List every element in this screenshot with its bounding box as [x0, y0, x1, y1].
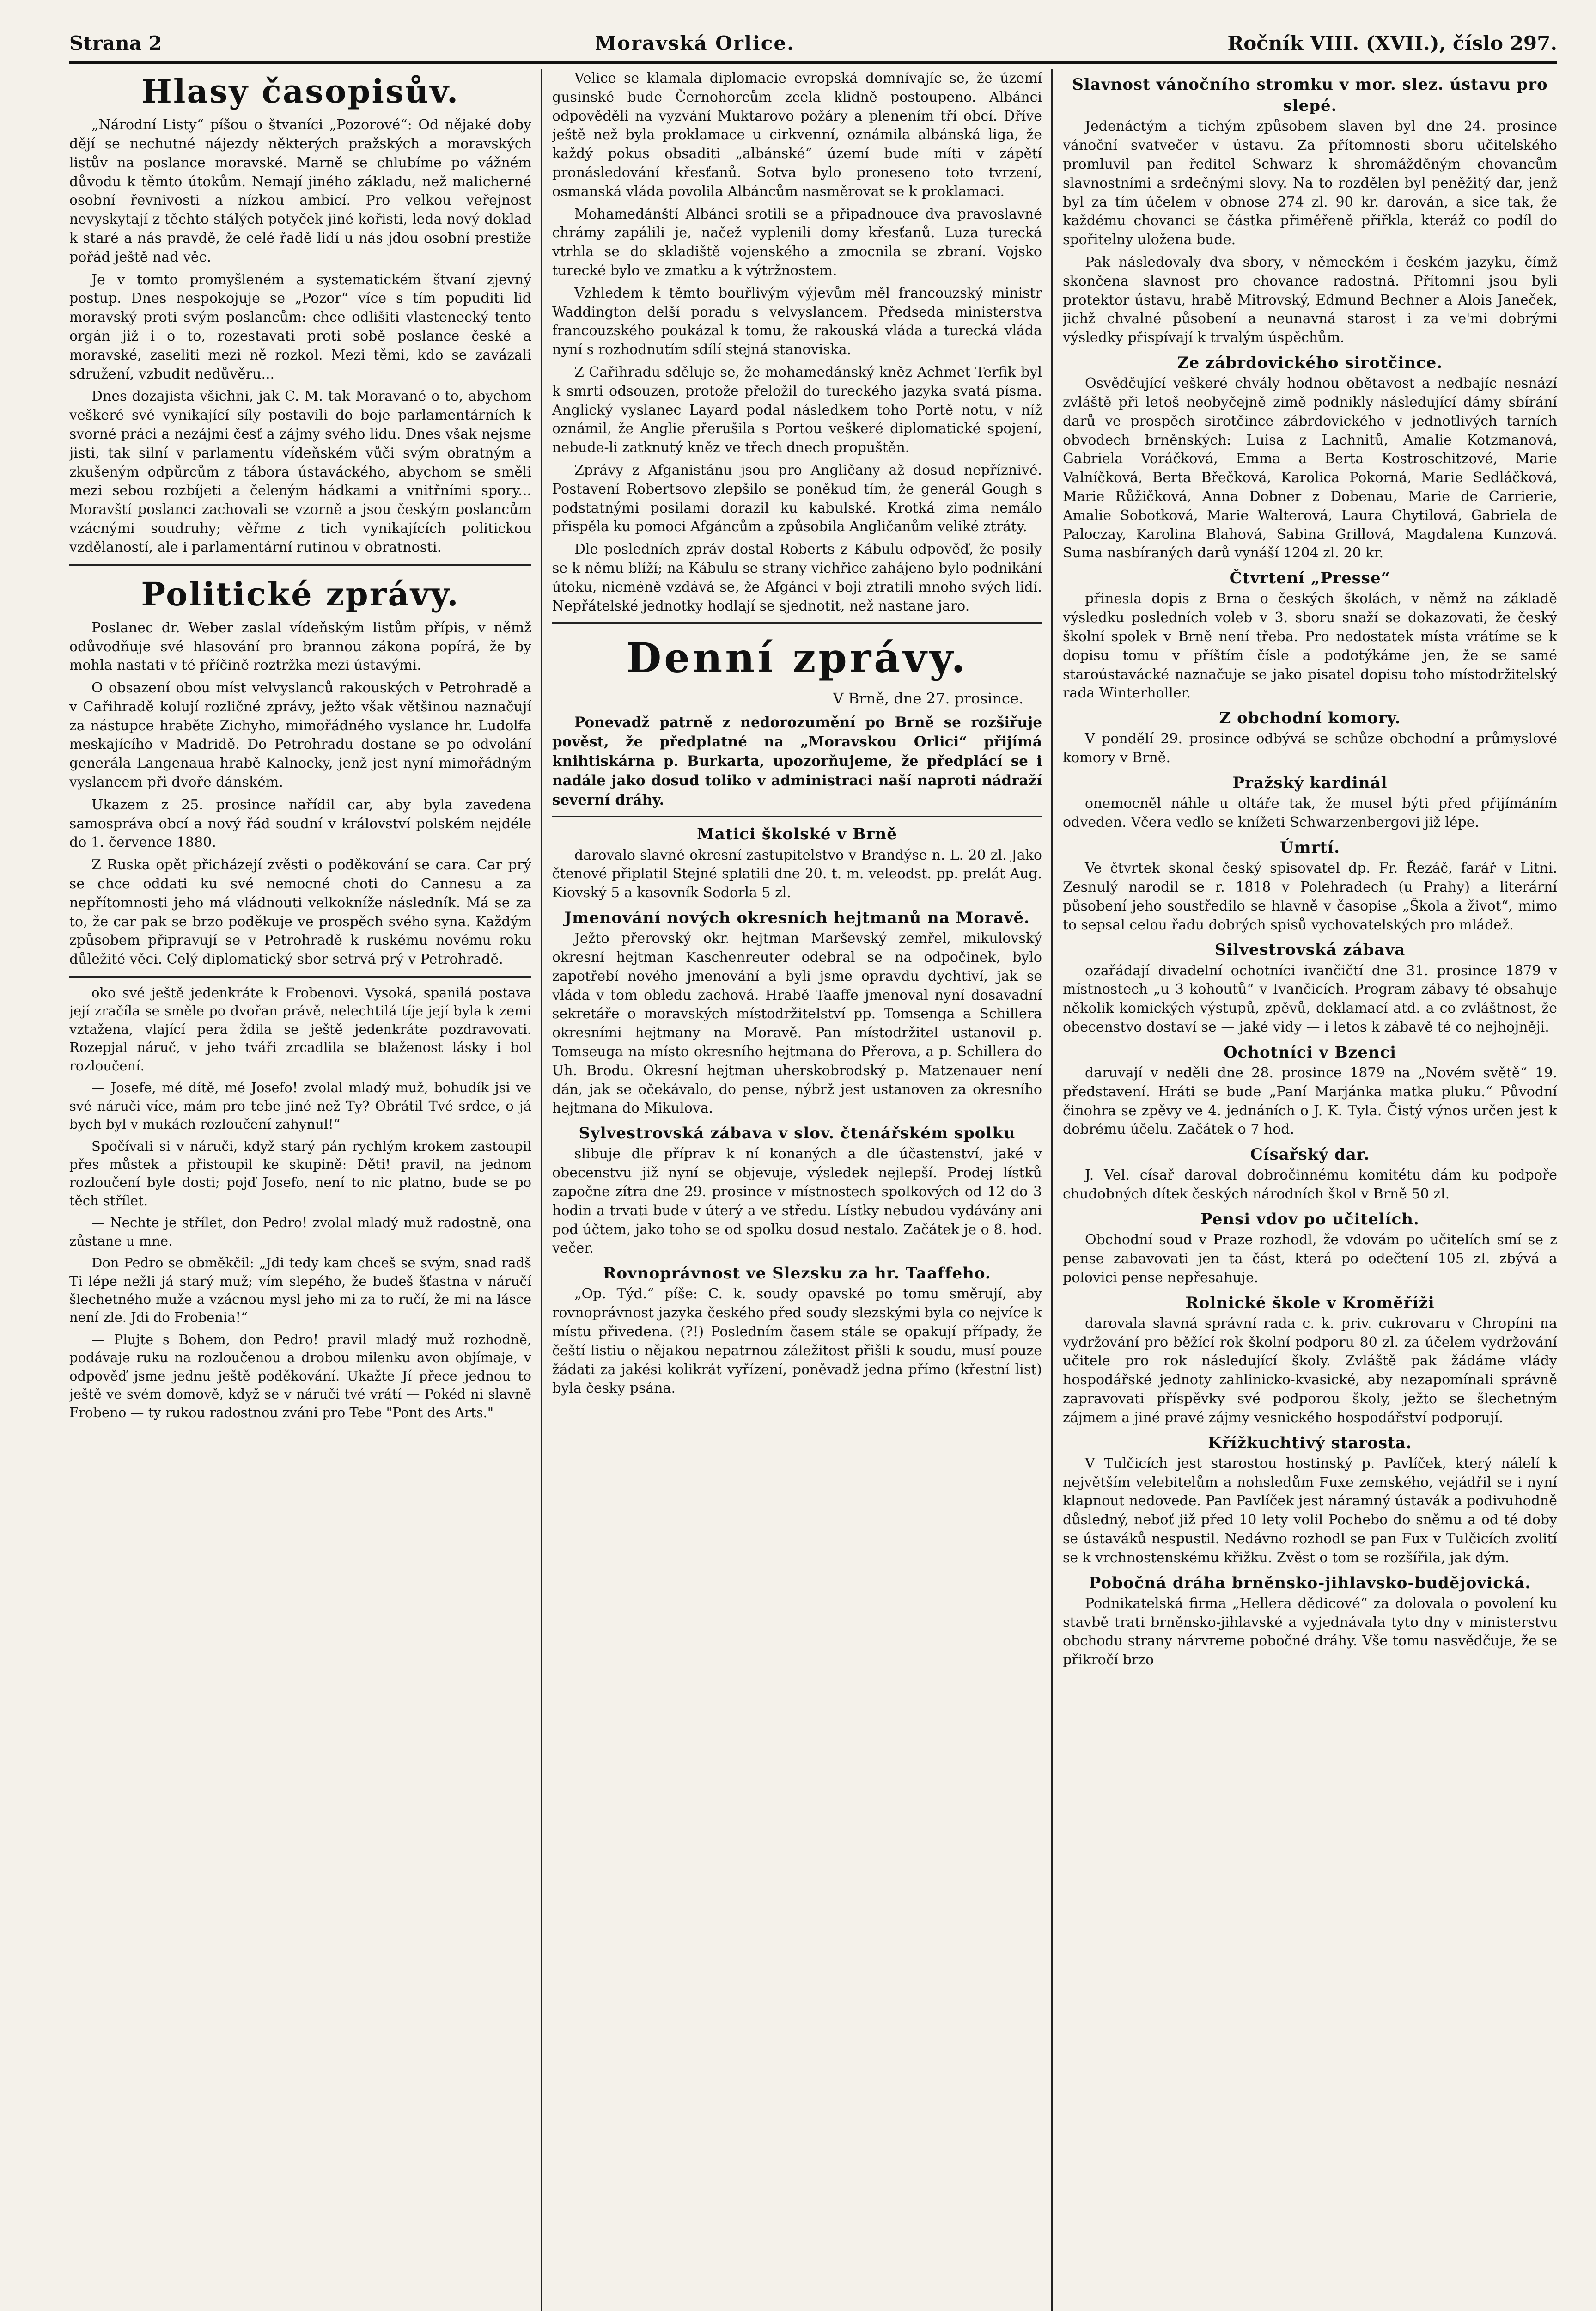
article-paragraph: „Národní Listy“ píšou o štvaníci „Pozorové“: Od nějaké doby dějí se nechutné nájezdy některých pražských a moravských listův na poslance moravské. Marně se chlubíme po vážném důvodu k těmto útokům. Nemají jiného základu, než malicherné osobní řevnivosti a nízkou ambicí. Pro velkou veřejnost nevyskytají z těchto stálých potyček jiné kořisti, leda nový doklad k staré a nás pravdě, že celé řadě lidí u nás jdou osobní prestiže pořád ještě nad věc. — [69, 117, 531, 265]
section-title-hlasy: Hlasy časopisův. — [141, 72, 460, 110]
feuilleton-paragraph: — Plujte s Bohem, don Pedro! pravil mladý muž rozhodně, podávaje ruku na rozloučenou a drobou milenku avon objímaje, v odpověď jsme jednu ještě poděkování. Ukažte Jí přece jednou to ještě ve svém domově, když se v náruči tvé vrátí — Pokéd ni slavně Frobeno — ty rukou radostnou zváni pro Tebe "Pont des Arts." — [69, 1331, 531, 1420]
article-paragraph: „Op. Týd.“ píše: C. k. soudy opavské po tomu směrují, aby rovnoprávnost jazyka českého před soudy slezskými byla co nejvíce k místu přivedena. (?!) Posledním časem stále se opakují případy, že čeští listiu o nějakou nepatrnou záležitost přišli k soudu, musí pouze žádati za jakési kolikrát vyřízení, poněvadž jedna přímo (křestní list) byla česky psána. — [552, 1286, 1042, 1397]
headline: Slavnost vánočního stromku v mor. slez. ústavu pro slepé. — [1072, 75, 1548, 116]
feuilleton-paragraph: Spočívali si v náruči, když starý pán rychlým krokem zastoupil přes můstek a přistoupil ke skupině: Děti! pravil, na jednom rozloučení byle dosti; pojď Josefo, není to nic platno, bude se po těch střílet. — [69, 1138, 531, 1209]
article-paragraph: V Tulčicích jest starostou hostinský p. Pavlíček, který nálelí k největším velebitelům a nohsledům Fuxe zemského, vejádřil se i nyní klapnout nedovede. Pan Pavlíček jest náramný ústavák a podivuhodně důsledný, neboť již před 10 lety volil Pochebo do sněmu a od té doby se ústaváků nespustil. Nedávno rozhodl se pan Fux v Tulčicích zvolití se k vrchnostenskému křižku. Zvěst o tom se rozšířila, jak dým. — [1063, 1455, 1557, 1566]
article-paragraph: Ježto přerovský okr. hejtman Marševský zemřel, mikulovský okresní hejtman Kaschenreuter odebral se na odpočinek, bylo zapotřebí nového jmenování a byli jsme opravdu dychtiví, jak se vláda v tom obledu zachová. Hrabě Taaffe jmenoval nyní dosavadní sekretáře o moravských místodržitelství pp. Tomsenga a Schillera okresními hejtmany na Moravě. Pan místodržitel ustanovil p. Tomseuga na místo okresního hejtmana do Přerova, a p. Schillera do Uh. Brodu. Okresní hejtman uherskobrodský p. Matzenauer není dán, jak se očekávalo, do pense, nýbrž jest ustanoven za okresního hejtmana do Mikulova. — [552, 930, 1042, 1117]
article-paragraph: J. Vel. císař daroval dobročinnému komitétu dám ku podpoře chudobných dítek českých národních škol v Brně 50 zl. — [1063, 1167, 1557, 1203]
section-rule — [69, 564, 531, 566]
subscription-notice: Ponevadž patrně z nedorozumění po Brně se rozšiřuje pověst, že předplatné na „Moravskou Orlici“ přijímá knihtiskárna p. Burkarta, upozorňujeme, že předplácí se i nadále jako dosud toliko v administraci naší naproti nádraží severní dráhy. — [552, 714, 1042, 809]
running-header — [69, 18, 1557, 55]
section-title-politicke: Politické zprávy. — [141, 575, 460, 613]
article-paragraph: Jedenáctým a tichým způsobem slaven byl dne 24. prosince vánoční svatvečer v ústavu. Za přítomnosti sboru učitelského promluvil pan ředitel Schwarz k shromážděným chovancům slavnostními a srdečnými slovy. Na to rozdělen byl peněžitý dar, jenž byl za tím účelem v obnose 274 zl. 90 kr. darován, a sice tak, že každému chovanci se částka přiměřeně přiřkla, kteráž co podíl do spořitelny uložena bude. — [1063, 118, 1557, 248]
feuilleton-rule — [69, 976, 531, 978]
headline: Pražský kardinál — [1232, 774, 1388, 793]
article-paragraph: Podnikatelská firma „Hellera dědicové“ za dolovala o povolení ku stavbě trati brněnsko-jihlavské a vyjednávala tyto dny v ministerstvu obchodu strany nárvreme pobočné dráhy. Vše tomu nasvědčuje, že se přikročí brzo — [1063, 1595, 1557, 1669]
article-paragraph: Osvědčující veškeré chvály hodnou obětavost a nedbajíc nesnází zvláště při letoš neobyčejně zimě podnikly následující dámy sbírání darů ve prospěch sirotčince zábrdovického v jednotlivých tarních obvodech brněnských: Luisa z Lachnitů, Amalie Kotzmanová, Gabriela Voráčková, Emma a Berta Kostroschitzové, Marie Valníčková, Berta Břečková, Karolica Pokorná, Marie Sedláčková, Marie Růžičková, Anna Dobner z Dobenau, Marie de Carrierie, Amalie Sobotková, Marie Walterová, Laura Chytilová, Gabriela de Paloczay, Karolina Blahová, Sabina Grillová, Magdalena Kunzová. Suma nasbíraných darů vynáší 1204 zl. 20 kr. — [1063, 375, 1557, 562]
headline: Silvestrovská zábava — [1214, 941, 1406, 960]
article-paragraph: V pondělí 29. prosince odbývá se schůze obchodní a průmyslové komory v Brně. — [1063, 731, 1557, 766]
article-paragraph: daruvají v neděli dne 28. prosince 1879 na „Novém světě“ 19. představení. Hráti se bude „Paní Marjánka matka pluku.“ Původní činohra se zpěvy ve 4. jednáních o J. K. Tyla. Čistý výnos určen jest k dobrému účelu. Začátek o 7 hod. — [1063, 1064, 1557, 1138]
article-paragraph: Poslanec dr. Weber zaslal vídeňským listům přípis, v němž odůvodňuje své hlasování pro brannou zákona popírá, že by mohla nastati v té příčině roztržka mezi ústavými. — [69, 619, 531, 674]
column-1 — [69, 69, 531, 2311]
newspaper-page — [69, 18, 1557, 2311]
article-paragraph: Je v tomto promyšleném a systematickém štvaní zjevný postup. Dnes nespokojuje se „Pozor“ více s tím popuditi lid moravský proti svým poslancům: chce odlišiti vlastenecký tento orgán již i o to, rozestavati proti sobě poslance české a moravské, zaseliti mezi ně rozkol. Mezi těmi, kdo se zavázali sdružení, vzbudit nedůvěru... — [69, 271, 531, 382]
article-paragraph: Zprávy z Afganistánu jsou pro Angličany až dosud nepříznivé. Postavení Robertsovo zlepšilo se poněkud tím, že generál Gough s podstatnými posilami dorazil ku kabulské. Krotká zima nemálo přispěla ku pomoci Afgáncům a způsobila Angličanům veliké ztráty. — [552, 462, 1042, 535]
article-paragraph: darovalo slavné okresní zastupitelstvo v Brandýse n. L. 20 zl. Jako čtenové připlatil Stejné splatili dne 20. t. m. veleodst. pp. prelát Aug. Kiovský 5 a kasovník Sodorla 5 zl. — [552, 847, 1042, 901]
feuilleton-paragraph: — Josefe, mé dítě, mé Josefo! zvolal mladý muž, bohudík jsi ve své náruči více, mám pro tebe jiné než Ty? Obrátil Tvé srdce, o já bych byl v mukách rozloučení zahynul!“ — [69, 1080, 531, 1132]
section-rule — [552, 622, 1042, 624]
headline: Křížkuchtivý starosta. — [1208, 1433, 1412, 1452]
headline: Rolnické škole v Kroměříži — [1185, 1293, 1435, 1312]
headline: Sylvestrovská zábava v slov. čtenářském spolku — [579, 1124, 1016, 1143]
article-paragraph: ozařádají divadelní ochotníci ivančičtí dne 31. prosince 1879 v místnostech „u 3 kohoutů“ v Ivančicích. Program zábavy té obsahuje několik komických výstupů, zpěvů, deklamací atd. a co zvláštnost, že obecenstvo dostaví se — jaké vidy — i letos k zábavě té co nejhojněji. — [1063, 962, 1557, 1035]
feuilleton — [69, 984, 531, 1422]
article-paragraph: přinesla dopis z Brna o českých školách, v němž na základě výsledku posledních voleb v 3. sboru snaží se dokazovati, že český školní spolek v Brně není třeba. Pro nedostatek místa vrátíme se k dopisu tomu v příštím čísle a podotýkáme jen, že se samé staroústavácké naznačuje se jako pisatel dopisu toho místodržitelský rada Winterholler. — [1063, 591, 1557, 702]
headline: Císařský dar. — [1250, 1145, 1370, 1164]
notice-rule — [552, 816, 1042, 817]
headline: Pensi vdov po učitelích. — [1200, 1210, 1419, 1229]
article-paragraph: slibuje dle příprav k ní konaných a dle účastenství, jaké v obecenstvu již nyní se objevuje, výsledek nejlepší. Prodej lístků započne zítra dne 29. prosince v místnostech spolkových od 12 do 3 hodin a trvati bude v úterý a ve středu. Lístky nebudou vydávány ani pod účtem, jako toho se od spolku dosud nestalo. Začátek je o 8. hod. večer. — [552, 1146, 1042, 1257]
feuilleton-paragraph: Don Pedro se obměkčil: „Jdi tedy kam chceš se svým, snad radš Ti lépe nežli já starý muž; vím slepého, že budeš šťastna v náručí šlechetného muže a vzácnou mysl jeho mi za to ručí, že mi na lásce není zle. Jdi do Frobenia!“ — [69, 1255, 531, 1326]
header-rule — [69, 61, 1557, 64]
issue-number: Ročník VIII. (XVII.), číslo 297. — [1227, 32, 1557, 55]
page-number: Strana 2 — [69, 32, 162, 55]
headline: Z obchodní komory. — [1219, 709, 1401, 728]
feuilleton-paragraph: — Nechte je střílet, don Pedro! zvolal mladý muž radostně, ona zůstane u mne. — [69, 1215, 531, 1249]
article-paragraph: Dnes dozajista všichni, jak C. M. tak Moravané o to, abychom veškeré své vynikající síly postavili do boje parlamentárních k svorné práci a nezájmi česť a zájmy svého lidu. Dnes však nejsme jisti, tak silní v parlamentu vídeňském vůči svým obratným a zkušeným odpůrcům z tábora ústaváckého, abychom se směli mezi sebou rozbíjeti a čeleným hádkami a vnitřními spory... Moravští poslanci zachovali se vzorně a jsou českým poslancům vzácnými soudruhy; věřme z tich vynikajících politickou vzdělaností, ale i parlamentární rutinou v obratnosti. — [69, 388, 531, 556]
column-divider — [1051, 69, 1053, 2311]
headline: Jmenování nových okresních hejtmanů na Moravě. — [564, 908, 1030, 927]
headline: Ze zábrdovického sirotčince. — [1177, 354, 1443, 373]
article-paragraph: darovala slavná správní rada c. k. priv. cukrovaru v Chropíni na vydržování pro běžící rok školní podporu 80 zl. za účelem vydržování učitele pro rok následující školy. Zvláště pak žádáme vlády hospodářské jednoty zahlinicko-kvasické, aby nezapomínali správně zapravovati příspěvky své podporou školy, ježto se šlechetným zájmem a jiné pravé zájmy vesnického hospodářství podporují. — [1063, 1315, 1557, 1426]
article-paragraph: Vzhledem k těmto bouřlivým výjevům měl francouzský ministr Waddington delší poradu s velvyslancem. Předseda ministerstva francouzského poukázal k tomu, že rakouská vláda a turecká vláda nyní s rozhodnutím sdílí stejná stanoviska. — [552, 285, 1042, 358]
headline: Čtvrtení „Presse“ — [1229, 569, 1391, 588]
article-paragraph: Mohamedánští Albánci srotili se a připadnouce dva pravoslavné chrámy zapálili je, načež vyplenili domy křesťanů. Luza turecká vtrhla se do skladiště vojenského a zmocnila se zbraní. Vojsko turecké bylo ve zmatku a k výtržnostem. — [552, 206, 1042, 279]
feuilleton-paragraph: oko své ještě jedenkráte k Frobenovi. Vysoká, spanilá postava její zračíla se směle po dvořan právě, nelechtilá tíje její byla k zemi vztažena, vlající pera ždila se ještě jedenkráte pozdravovati. Rozepjal náruč, v jeho tváři zrcadlila se blaženost lásky i bol rozloučení. — [69, 985, 531, 1074]
article-paragraph: Z Cařihradu sděluje se, že mohamedánský kněz Achmet Terfik byl k smrti odsouzen, protože přeložil do tureckého jazyka svatá písma. Anglický vyslanec Layard podal následkem toho Portě notu, v níž oznámil, že Anglie přerušila s Portou veškeré diplomatické spojení, nebude-li zatknutý kněz ve třech dnech propuštěn. — [552, 364, 1042, 456]
column-divider — [541, 69, 542, 2311]
masthead-title: Moravská Orlice. — [595, 32, 795, 55]
article-paragraph: Pak následovaly dva sbory, v německém i českém jazyku, čímž skončena slavnost pro chovance radostná. Přítomni jsou byli protektor ústavu, hrabě Mitrovský, Edmund Bechner a Alois Janeček, jichž chvalné působení a neunavná starost i za ve'mi dobrými výsledky přispívají k trvalým úspěchům. — [1063, 254, 1557, 346]
article-paragraph: Ukazem z 25. prosince nařídil car, aby byla zavedena samospráva obcí a nový řád soudní v království polském nejdéle do 1. července 1880. — [69, 796, 531, 851]
headline: Ochotníci v Bzenci — [1223, 1043, 1397, 1062]
section-title-denni: Denní zprávy. — [626, 634, 969, 682]
dateline: V Brně, dne 27. prosince. — [833, 689, 1023, 707]
headline: Rovnoprávnost ve Slezsku za hr. Taaffeho. — [603, 1264, 991, 1283]
column-3 — [1063, 69, 1557, 2311]
column-2 — [552, 69, 1042, 2311]
article-paragraph: Z Ruska opět přicházejí zvěsti o poděkování se cara. Car prý se chce oddati ku své nemocné choti do Cannesu a za nepřítomnosti jeho má vládnouti velkokníže následník. Má se za to, že car pak se brzo poděkuje ve prospěch svého syna. Každým způsobem připravují se v Petrohradě k ruskému novému roku důležité věci. Celý diplomatický sbor setrvá prý v Petrohradě. — [69, 857, 531, 968]
headline: Matici školské v Brně — [697, 825, 897, 844]
article-paragraph: Obchodní soud v Praze rozhodl, že vdovám po učitelích smí se z pense zabavovati jen ta část, která po odečtení 105 zl. zbývá a polovici pense nepřesahuje. — [1063, 1232, 1557, 1286]
article-paragraph: Velice se klamala diplomacie evropská domnívajíc se, že území gusinské bude Černohorcům zcela klidně postoupeno. Albánci odpověděli na vyzvání Muktarovo požáry a plenením tří obcí. Dříve ještě než byla proklamace u cirkvenní, oznámila albánská liga, že každý pokus obsaditi „albánské“ území bude míti v zápětí pronásledování křesťanů. Sotva bylo proneseno toto tvrzení, osmanská vláda povolila Albáncům nasměrovat se k proklamaci. — [552, 70, 1042, 200]
headline: Pobočná dráha brněnsko-jihlavsko-budějovická. — [1089, 1573, 1531, 1592]
article-paragraph: onemocněl náhle u oltáře tak, že musel býti před přijímáním odveden. Včera vedlo se knížeti Schwarzenbergovi již lépe. — [1063, 795, 1557, 831]
headline: Úmrtí. — [1280, 838, 1340, 857]
article-paragraph: O obsazení obou míst velvyslanců rakouských v Petrohradě a v Cařihradě kolují rozličné zprávy, ježto však většinou naznačují za nástupce hraběte Zichyho, mimořádného vyslance hr. Ludolfa meskajícího v Madridě. Do Petrohradu dostane se po odvolání generála Langenaua hrabě Kalnocky, jenž jest nyní mimořádným vyslancem při dvoře dánském. — [69, 680, 531, 791]
article-paragraph: Dle posledních zpráv dostal Roberts z Kábulu odpověď, že posily se k němu blíží; na Kábulu se strany vichřice zahájeno bylo podnikání útoku, nicméně vzdává se, že Afgánci v boji ztratili mnoho svých lidí. Nepřátelské jednotky hodlají se sjednotit, než nastane jaro. — [552, 541, 1042, 614]
article-paragraph: Ve čtvrtek skonal český spisovatel dp. Fr. Řezáč, farář v Litni. Zesnulý narodil se r. 1818 v Polehradech (u Prahy) a literární působení jeho soustředilo se hlavně v časopise „Škola a život“, mimo to sepsal celou řadu dobrých spisů vychovatelských pro mládež. — [1063, 860, 1557, 933]
